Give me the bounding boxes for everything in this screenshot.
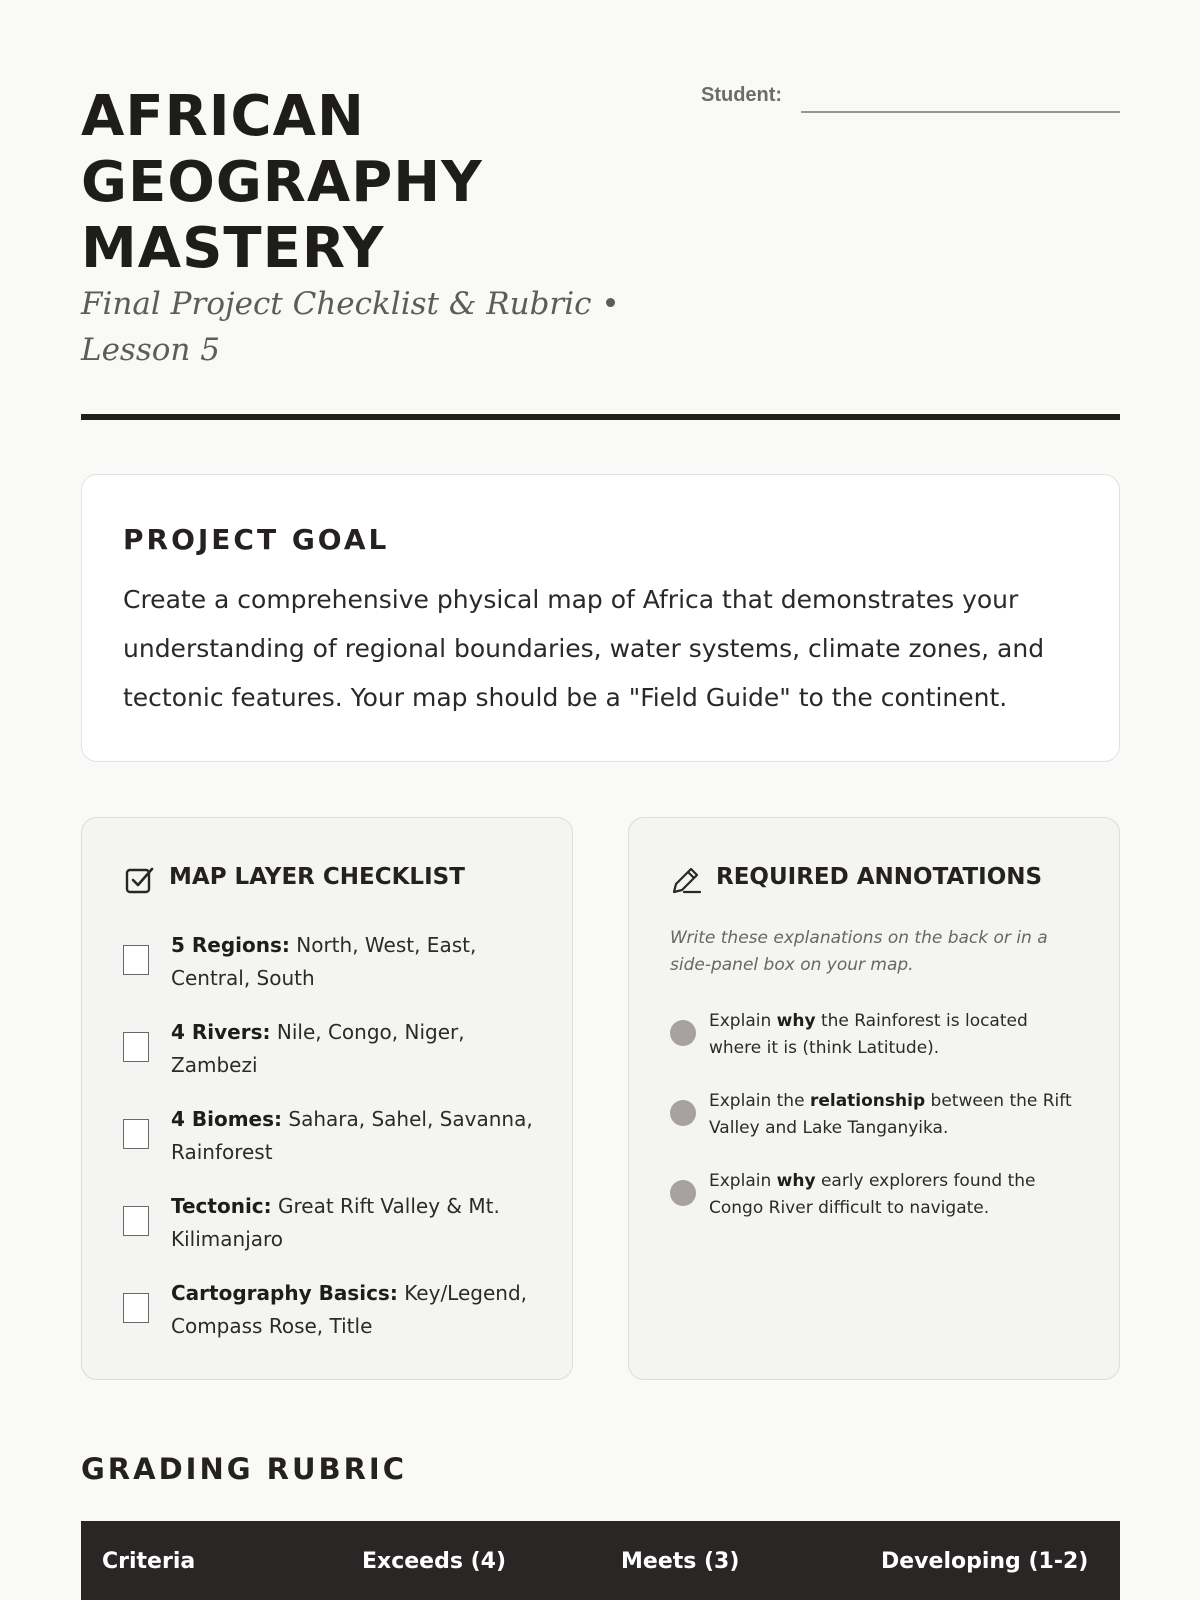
checklist-item-detail: North, West, East, Central, South <box>171 933 477 990</box>
student-label: Student: <box>701 84 783 106</box>
checklist-item <box>123 1016 543 1103</box>
bullet-dot <box>670 1100 696 1126</box>
annotation-item <box>670 1088 1090 1168</box>
rubric-col-criteria: Criteria <box>102 1549 196 1574</box>
checklist-item-label: Tectonic: <box>171 1194 272 1218</box>
checklist-item-detail: Nile, Congo, Niger, Zambezi <box>171 1020 465 1077</box>
checklist-item <box>123 1277 543 1364</box>
checklist-item-label: 4 Biomes: <box>171 1107 283 1131</box>
student-name-line[interactable] <box>801 111 1120 113</box>
title-line: AFRICAN <box>81 84 365 149</box>
checklist-item-label: Cartography Basics: <box>171 1281 398 1305</box>
checklist-item <box>123 1103 543 1190</box>
required-annotations-panel <box>628 817 1120 1380</box>
page-title <box>81 84 641 282</box>
checklist-item <box>123 929 543 1016</box>
checklist-item-detail: Key/Legend, Compass Rose, Title <box>171 1281 528 1338</box>
title-line: MASTERY <box>81 216 385 281</box>
checklist-item-detail: Great Rift Valley & Mt. Kilimanjaro <box>171 1194 500 1251</box>
annotation-text: Explain the relationship between the Rift Valley and Lake Tanganyika. <box>709 1091 1072 1138</box>
pencil-icon <box>670 864 702 896</box>
header <box>81 84 1120 424</box>
checkbox[interactable] <box>123 1206 149 1236</box>
rubric-col-developing: Developing (1-2) <box>881 1549 1089 1574</box>
checklist-item-detail: Sahara, Sahel, Savanna, Rainforest <box>171 1107 533 1164</box>
checklist-item-text <box>171 1277 551 1343</box>
page-subtitle: Final Project Checklist & Rubric • Lesson 5 <box>81 286 620 368</box>
project-goal-text: Create a comprehensive physical map of Africa that demonstrates your understanding of regional boundaries, water systems, climate zones, and tectonic features. Your map should be a "Field Guide" to the continent. <box>123 585 1045 712</box>
checklist-item-text <box>171 1190 551 1256</box>
map-layer-checklist-panel <box>81 817 573 1380</box>
checkbox[interactable] <box>123 1119 149 1149</box>
annotation-text: Explain why the Rainforest is located where it is (think Latitude). <box>709 1011 1028 1058</box>
annotation-item <box>670 1168 1090 1248</box>
checklist-item-label: 4 Rivers: <box>171 1020 271 1044</box>
checklist-item-label: 5 Regions: <box>171 933 290 957</box>
project-goal-card <box>81 474 1120 762</box>
rubric-title: GRADING RUBRIC <box>81 1452 407 1486</box>
bullet-dot <box>670 1020 696 1046</box>
rubric-table-header <box>81 1521 1120 1600</box>
checklist-item <box>123 1190 543 1277</box>
annotations-title: REQUIRED ANNOTATIONS <box>716 864 1043 890</box>
checklist-item-text <box>171 1016 551 1082</box>
checkbox-icon <box>123 864 155 896</box>
checklist-header <box>123 862 553 896</box>
checkbox[interactable] <box>123 945 149 975</box>
project-goal-title: PROJECT GOAL <box>123 523 390 556</box>
header-divider <box>81 414 1120 420</box>
checklist-item-text <box>171 1103 551 1169</box>
annotations-intro: Write these explanations on the back or in a side-panel box on your map. <box>670 928 1048 975</box>
checkbox[interactable] <box>123 1032 149 1062</box>
annotations-header <box>670 862 1100 896</box>
annotations-list <box>670 1008 1090 1248</box>
worksheet-page <box>81 0 1120 1600</box>
student-field <box>701 84 1120 114</box>
checklist-title: MAP LAYER CHECKLIST <box>169 864 465 890</box>
checkbox[interactable] <box>123 1293 149 1323</box>
annotation-item <box>670 1008 1090 1088</box>
rubric-col-meets: Meets (3) <box>621 1549 740 1574</box>
annotation-text: Explain why early explorers found the Congo River difficult to navigate. <box>709 1171 1036 1218</box>
checklist <box>123 929 543 1364</box>
title-line: GEOGRAPHY <box>81 150 483 215</box>
bullet-dot <box>670 1180 696 1206</box>
checklist-item-text <box>171 929 551 995</box>
rubric-col-exceeds: Exceeds (4) <box>362 1549 507 1574</box>
